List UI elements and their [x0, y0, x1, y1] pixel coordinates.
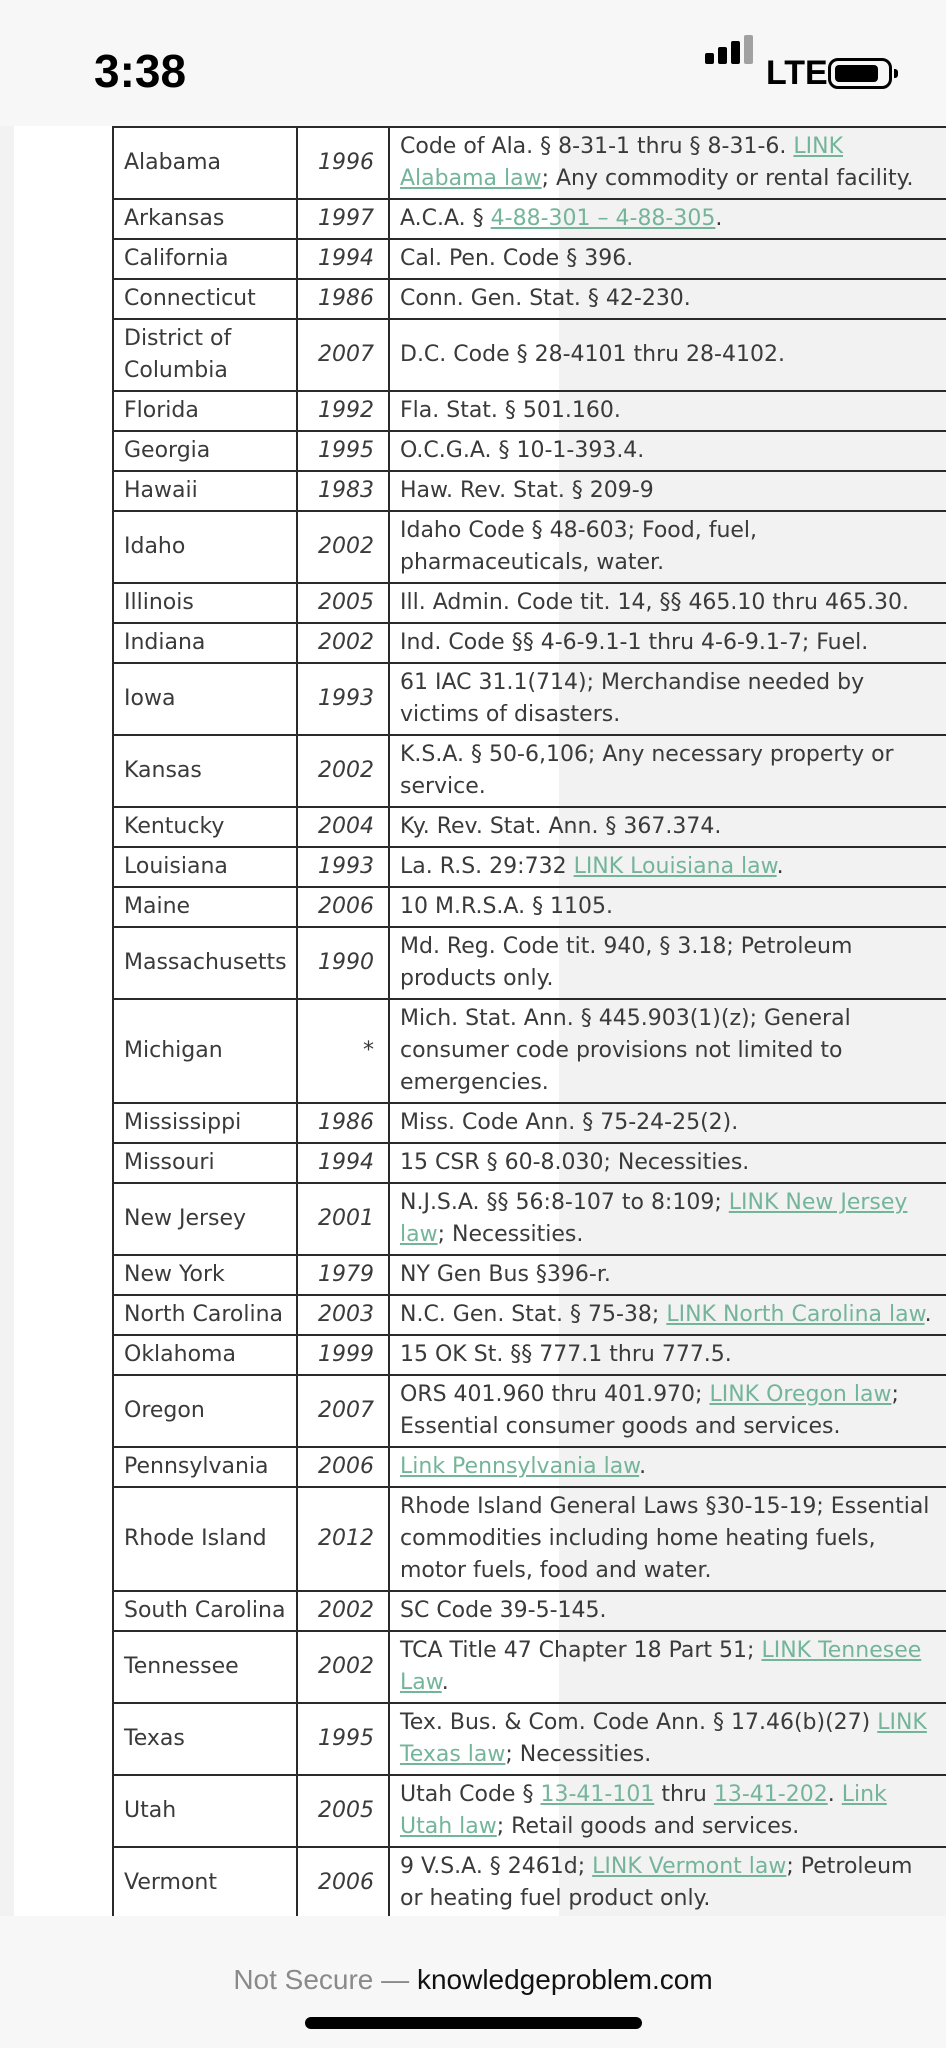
state-cell: New York	[113, 1255, 297, 1295]
state-cell: Michigan	[113, 999, 297, 1103]
law-link[interactable]: LINK Louisiana law	[573, 854, 777, 879]
year-cell: 2001	[297, 1183, 389, 1255]
law-text: 15 CSR § 60-8.030; Necessities.	[400, 1150, 750, 1175]
year-cell: 1979	[297, 1255, 389, 1295]
address-bar[interactable]	[0, 1964, 946, 1996]
law-text: ; Any commodity or rental facility.	[541, 166, 914, 191]
law-cell	[389, 127, 946, 199]
law-text: N.C. Gen. Stat. § 75-38;	[400, 1302, 667, 1327]
law-text: .	[639, 1454, 647, 1479]
table-row	[113, 583, 946, 623]
web-page[interactable]	[0, 126, 946, 1916]
clock: 3:38	[94, 45, 187, 97]
state-cell: Texas	[113, 1703, 297, 1775]
law-text: Idaho Code § 48-603; Food, fuel, pharmaceuticals, water.	[400, 518, 758, 575]
law-text: Haw. Rev. Stat. § 209-9	[400, 478, 654, 503]
law-cell	[389, 807, 946, 847]
state-cell: Tennessee	[113, 1631, 297, 1703]
state-cell: South Carolina	[113, 1591, 297, 1631]
state-cell: Vermont	[113, 1847, 297, 1916]
law-text: K.S.A. § 50-6,106; Any necessary property or service.	[400, 742, 894, 799]
year-cell: 1996	[297, 127, 389, 199]
law-link[interactable]: 4-88-301 – 4-88-305	[490, 206, 716, 231]
law-cell	[389, 471, 946, 511]
state-cell: Massachusetts	[113, 927, 297, 999]
law-cell	[389, 735, 946, 807]
table-row	[113, 1335, 946, 1375]
state-cell: Hawaii	[113, 471, 297, 511]
law-text: Code of Ala. § 8-31-1 thru § 8-31-6.	[400, 134, 794, 159]
law-text: NY Gen Bus §396-r.	[400, 1262, 611, 1287]
law-cell	[389, 431, 946, 471]
law-cell	[389, 847, 946, 887]
law-text: TCA Title 47 Chapter 18 Part 51;	[400, 1638, 762, 1663]
law-cell	[389, 663, 946, 735]
year-cell: 1999	[297, 1335, 389, 1375]
year-cell: 1994	[297, 1143, 389, 1183]
state-cell: North Carolina	[113, 1295, 297, 1335]
law-link[interactable]: LINK New Jersey law	[400, 1190, 908, 1247]
state-cell: New Jersey	[113, 1183, 297, 1255]
law-text: ; Petroleum or heating fuel product only.	[400, 1854, 913, 1911]
year-cell: 1997	[297, 199, 389, 239]
table-row	[113, 623, 946, 663]
law-cell	[389, 1703, 946, 1775]
law-cell	[389, 1847, 946, 1916]
state-cell: California	[113, 239, 297, 279]
law-cell	[389, 391, 946, 431]
law-text: ORS 401.960 thru 401.970;	[400, 1382, 710, 1407]
law-link[interactable]: LINK Texas law	[400, 1710, 927, 1767]
table-row	[113, 1775, 946, 1847]
law-text: ; Retail goods and services.	[496, 1814, 800, 1839]
table-row	[113, 927, 946, 999]
law-link[interactable]: LINK Tennesee Law	[400, 1638, 922, 1695]
law-cell	[389, 1591, 946, 1631]
year-cell: 1995	[297, 431, 389, 471]
law-text: Md. Reg. Code tit. 940, § 3.18; Petroleum products only.	[400, 934, 853, 991]
state-cell: Mississippi	[113, 1103, 297, 1143]
law-text: Ky. Rev. Stat. Ann. § 367.374.	[400, 814, 722, 839]
law-text: ; Necessities.	[505, 1742, 652, 1767]
table-row	[113, 663, 946, 735]
state-cell: Alabama	[113, 127, 297, 199]
law-cell	[389, 1295, 946, 1335]
law-text: Mich. Stat. Ann. § 445.903(1)(z); General consumer code provisions not limited to emergencies.	[400, 1006, 851, 1095]
year-cell: 1986	[297, 279, 389, 319]
home-indicator[interactable]	[305, 2017, 642, 2029]
law-link[interactable]: LINK Oregon law	[709, 1382, 892, 1407]
year-cell: 1993	[297, 663, 389, 735]
year-cell: 2002	[297, 1591, 389, 1631]
law-link[interactable]: LINK Alabama law	[400, 134, 844, 191]
year-cell: 2002	[297, 735, 389, 807]
law-text: N.J.S.A. §§ 56:8-107 to 8:109;	[400, 1190, 729, 1215]
law-cell	[389, 887, 946, 927]
law-text: 10 M.R.S.A. § 1105.	[400, 894, 614, 919]
table-row	[113, 1375, 946, 1447]
state-cell: Maine	[113, 887, 297, 927]
year-cell: 1994	[297, 239, 389, 279]
law-cell	[389, 1487, 946, 1591]
battery-icon	[828, 58, 892, 89]
table-row	[113, 239, 946, 279]
law-text: .	[715, 206, 723, 231]
state-cell: Kansas	[113, 735, 297, 807]
state-cell: Indiana	[113, 623, 297, 663]
year-cell: *	[297, 999, 389, 1103]
state-cell: District of Columbia	[113, 319, 297, 391]
law-text: .	[827, 1782, 842, 1807]
year-cell: 2002	[297, 511, 389, 583]
table-row	[113, 807, 946, 847]
table-row	[113, 1183, 946, 1255]
law-text: Conn. Gen. Stat. § 42-230.	[400, 286, 691, 311]
law-cell	[389, 1335, 946, 1375]
table-row	[113, 127, 946, 199]
law-cell	[389, 1775, 946, 1847]
law-text: thru	[654, 1782, 714, 1807]
table-row	[113, 1255, 946, 1295]
year-cell: 2006	[297, 1847, 389, 1916]
year-cell: 2004	[297, 807, 389, 847]
table-row	[113, 391, 946, 431]
year-cell: 2012	[297, 1487, 389, 1591]
table-row	[113, 847, 946, 887]
table-row	[113, 1487, 946, 1591]
year-cell: 2005	[297, 583, 389, 623]
table-row	[113, 319, 946, 391]
year-cell: 2002	[297, 1631, 389, 1703]
network-type: LTE	[766, 54, 828, 92]
year-cell: 2003	[297, 1295, 389, 1335]
law-cell	[389, 511, 946, 583]
law-link[interactable]: 13-41-202	[713, 1782, 828, 1807]
year-cell: 1995	[297, 1703, 389, 1775]
table-row	[113, 279, 946, 319]
law-cell	[389, 1631, 946, 1703]
state-cell: Illinois	[113, 583, 297, 623]
year-cell: 1983	[297, 471, 389, 511]
year-cell: 2006	[297, 887, 389, 927]
table-row	[113, 511, 946, 583]
state-cell: Missouri	[113, 1143, 297, 1183]
year-cell: 1986	[297, 1103, 389, 1143]
law-text: D.C. Code § 28-4101 thru 28-4102.	[400, 342, 785, 367]
table-row	[113, 471, 946, 511]
table-row	[113, 887, 946, 927]
law-text: ; Essential consumer goods and services.	[400, 1382, 899, 1439]
law-text: Cal. Pen. Code § 396.	[400, 246, 634, 271]
year-cell: 2005	[297, 1775, 389, 1847]
year-cell: 2002	[297, 623, 389, 663]
year-cell: 2006	[297, 1447, 389, 1487]
security-status: Not Secure —	[233, 1964, 417, 1995]
domain-label: knowledgeproblem.com	[416, 1964, 713, 1995]
law-cell	[389, 239, 946, 279]
state-cell: Idaho	[113, 511, 297, 583]
law-text: O.C.G.A. § 10-1-393.4.	[400, 438, 645, 463]
law-text: Fla. Stat. § 501.160.	[400, 398, 621, 423]
law-link[interactable]: Link Pennsylvania law	[400, 1454, 640, 1479]
law-cell	[389, 583, 946, 623]
state-cell: Georgia	[113, 431, 297, 471]
law-cell	[389, 1255, 946, 1295]
law-cell	[389, 319, 946, 391]
year-cell: 2007	[297, 1375, 389, 1447]
table-row	[113, 999, 946, 1103]
state-cell: Pennsylvania	[113, 1447, 297, 1487]
table-row	[113, 1847, 946, 1916]
state-cell: Kentucky	[113, 807, 297, 847]
law-text: SC Code 39-5-145.	[400, 1598, 607, 1623]
state-cell: Oregon	[113, 1375, 297, 1447]
law-text: 61 IAC 31.1(714); Merchandise needed by victims of disasters.	[400, 670, 865, 727]
table-row	[113, 1591, 946, 1631]
law-cell	[389, 623, 946, 663]
law-text: La. R.S. 29:732	[400, 854, 574, 879]
state-cell: Florida	[113, 391, 297, 431]
law-text: .	[441, 1670, 449, 1695]
year-cell: 1990	[297, 927, 389, 999]
law-text: 15 OK St. §§ 777.1 thru 777.5.	[400, 1342, 732, 1367]
state-cell: Iowa	[113, 663, 297, 735]
law-cell	[389, 927, 946, 999]
state-cell: Oklahoma	[113, 1335, 297, 1375]
year-cell: 1992	[297, 391, 389, 431]
law-text: ; Necessities.	[437, 1222, 584, 1247]
table-row	[113, 735, 946, 807]
table-row	[113, 1143, 946, 1183]
law-cell	[389, 1103, 946, 1143]
table-row	[113, 199, 946, 239]
law-cell	[389, 999, 946, 1103]
law-text: Tex. Bus. & Com. Code Ann. § 17.46(b)(27)	[400, 1710, 878, 1735]
law-cell	[389, 199, 946, 239]
status-bar	[0, 0, 946, 126]
table-row	[113, 1631, 946, 1703]
state-cell: Utah	[113, 1775, 297, 1847]
state-cell: Arkansas	[113, 199, 297, 239]
year-cell: 1993	[297, 847, 389, 887]
table-row	[113, 1447, 946, 1487]
state-cell: Connecticut	[113, 279, 297, 319]
law-cell	[389, 1143, 946, 1183]
law-cell	[389, 1375, 946, 1447]
table-row	[113, 431, 946, 471]
law-text: .	[776, 854, 784, 879]
law-text: .	[924, 1302, 932, 1327]
law-text: Miss. Code Ann. § 75-24-25(2).	[400, 1110, 739, 1135]
law-text: 9 V.S.A. § 2461d;	[400, 1854, 593, 1879]
law-cell	[389, 279, 946, 319]
law-link[interactable]: LINK North Carolina law	[666, 1302, 925, 1327]
table-row	[113, 1703, 946, 1775]
law-link[interactable]: Link Utah law	[400, 1782, 887, 1839]
state-cell: Louisiana	[113, 847, 297, 887]
year-cell: 2007	[297, 319, 389, 391]
law-link[interactable]: LINK Vermont law	[592, 1854, 787, 1879]
state-cell: Rhode Island	[113, 1487, 297, 1591]
law-text: Ill. Admin. Code tit. 14, §§ 465.10 thru 465.30.	[400, 590, 909, 615]
browser-bottom-bar	[0, 1916, 946, 2048]
law-cell	[389, 1447, 946, 1487]
law-text: Rhode Island General Laws §30-15-19; Essential commodities including home heating fuels, motor fuels, food and water.	[400, 1494, 930, 1583]
law-text: Utah Code §	[400, 1782, 541, 1807]
law-text: A.C.A. §	[400, 206, 491, 231]
law-text: Ind. Code §§ 4-6-9.1-1 thru 4-6-9.1-7; Fuel.	[400, 630, 869, 655]
price-gouging-laws-table	[112, 126, 946, 1916]
table-row	[113, 1295, 946, 1335]
table-row	[113, 1103, 946, 1143]
law-link[interactable]: 13-41-101	[540, 1782, 655, 1807]
law-cell	[389, 1183, 946, 1255]
